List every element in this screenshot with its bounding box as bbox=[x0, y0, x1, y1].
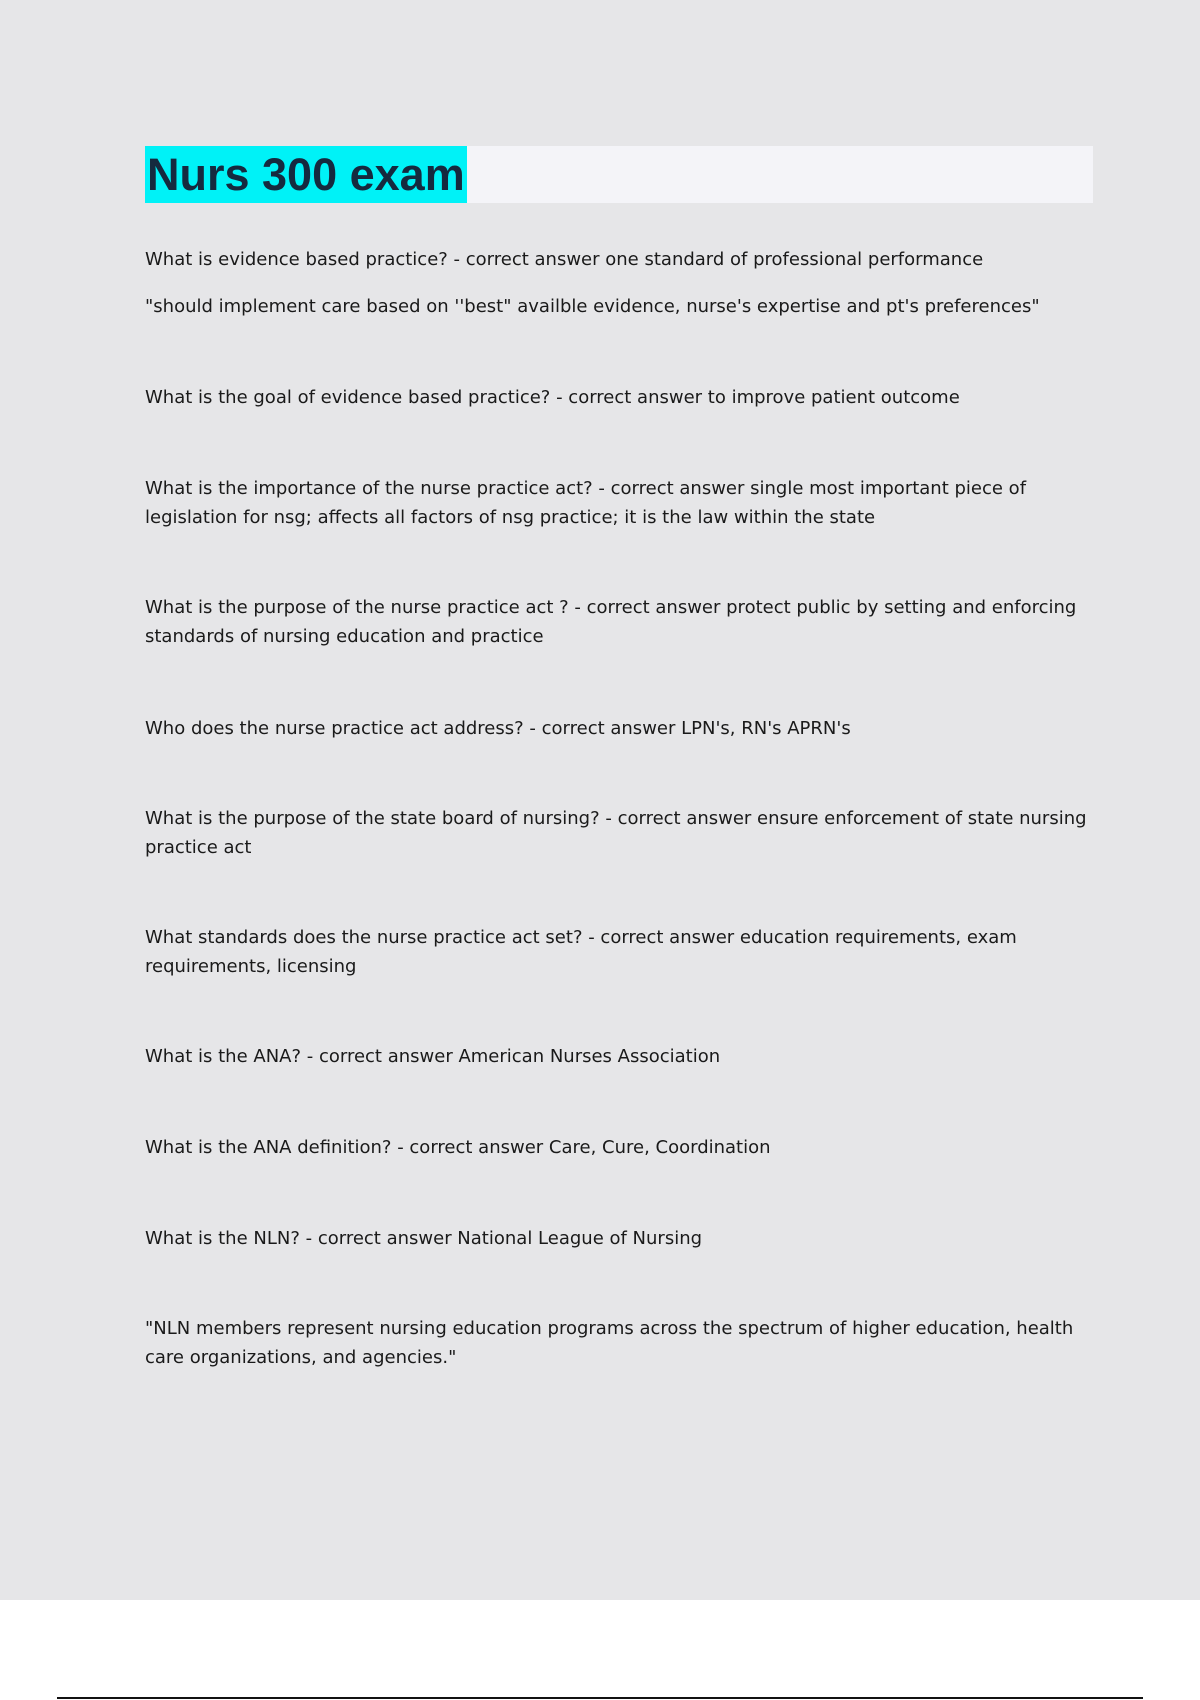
paragraph-npa-address: Who does the nurse practice act address? - correct answer LPN's, RN's APRN's bbox=[145, 718, 851, 739]
paragraph-state-board: What is the purpose of the state board of nursing? - correct answer ensure enforcement of state nursing practice act bbox=[145, 808, 1087, 858]
document-title: Nurs 300 exam bbox=[145, 146, 467, 203]
paragraph-what-is-nln: What is the NLN? - correct answer National League of Nursing bbox=[145, 1228, 703, 1249]
footer-divider bbox=[57, 1697, 1143, 1699]
title-bar bbox=[145, 146, 1093, 203]
paragraph-purpose-npa: What is the purpose of the nurse practice act ? - correct answer protect public by setting and enforcing standards of nursing education and practice bbox=[145, 597, 1077, 647]
paragraph-what-is-ana: What is the ANA? - correct answer American Nurses Association bbox=[145, 1046, 721, 1067]
paragraph-ana-definition: What is the ANA definition? - correct answer Care, Cure, Coordination bbox=[145, 1137, 771, 1158]
paragraph-best-evidence-quote: "should implement care based on ''best" availble evidence, nurse's expertise and pt's preferences" bbox=[145, 296, 1040, 317]
paragraph-evidence-based-practice: What is evidence based practice? - correct answer one standard of professional performance bbox=[145, 249, 984, 270]
paragraph-importance-npa: What is the importance of the nurse practice act? - correct answer single most important piece of legislation for nsg; affects all factors of nsg practice; it is the law within the state bbox=[145, 478, 1027, 528]
paragraph-nln-members-quote: "NLN members represent nursing education programs across the spectrum of higher education, health care organizations, and agencies." bbox=[145, 1318, 1074, 1368]
paragraph-npa-standards: What standards does the nurse practice act set? - correct answer education requirements, exam requirements, licensing bbox=[145, 927, 1017, 977]
paragraph-goal-of-ebp: What is the goal of evidence based practice? - correct answer to improve patient outcome bbox=[145, 387, 960, 408]
